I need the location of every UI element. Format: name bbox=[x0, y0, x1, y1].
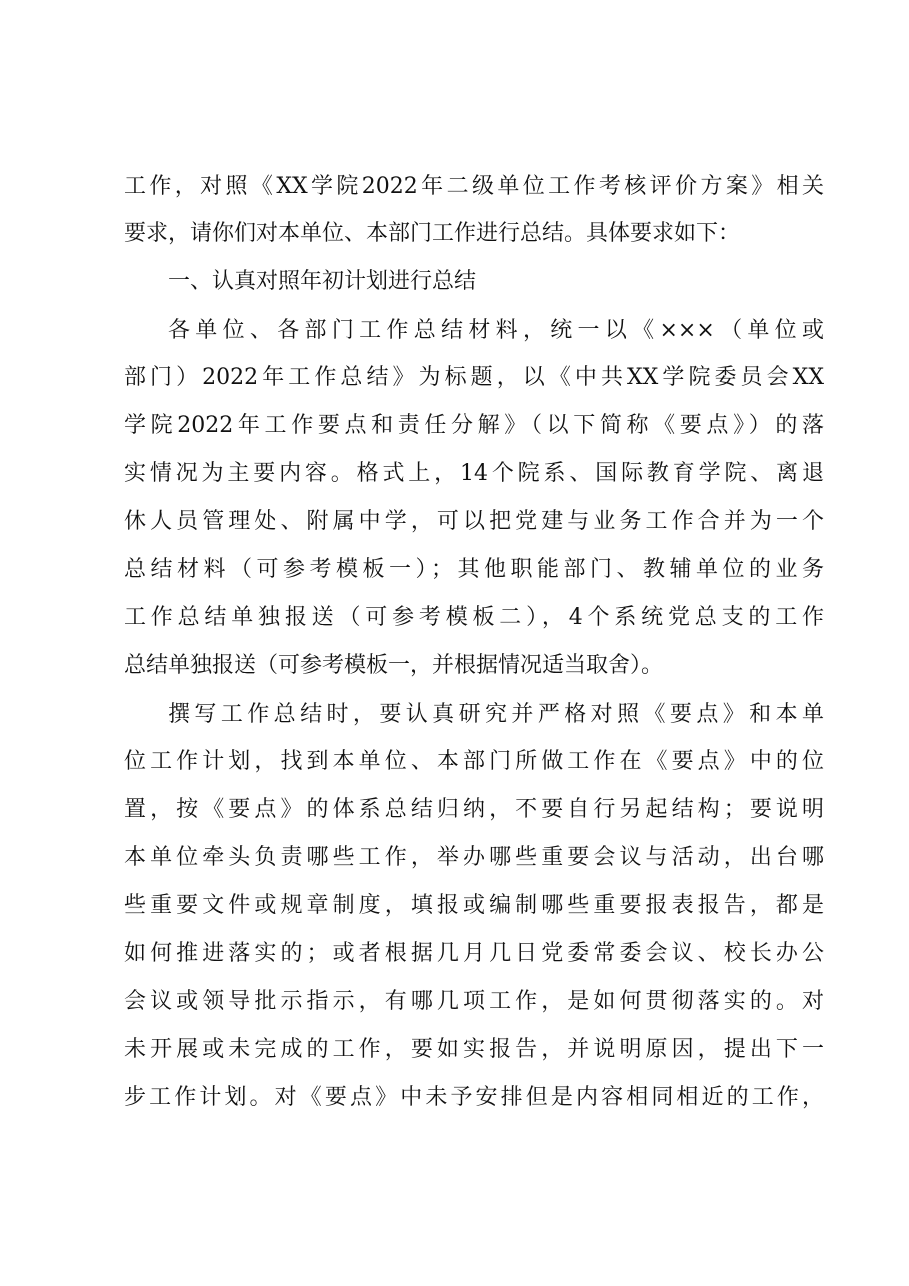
body-text-line: 未开展或未完成的工作，要如实报告，并说明原因，提出下一 bbox=[124, 1037, 824, 1062]
body-text-line: 实情况为主要内容。格式上，14个院系、国际教育学院、离退 bbox=[124, 461, 824, 486]
body-text-line: 各单位、各部门工作总结材料，统一以《×××（单位或 bbox=[168, 318, 824, 343]
body-text-line: 步工作计划。对《要点》中未予安排但是内容相同相近的工作， bbox=[124, 1085, 824, 1110]
body-text-line: 撰写工作总结时，要认真研究并严格对照《要点》和本单 bbox=[168, 702, 824, 727]
body-text-line: 总结单独报送（可参考模板一，并根据情况适当取舍）。 bbox=[124, 653, 664, 678]
body-text-line: 工作总结单独报送（可参考模板二），4个系统党总支的工作 bbox=[124, 605, 824, 630]
body-text-line: 置，按《要点》的体系总结归纳，不要自行另起结构；要说明 bbox=[124, 797, 824, 822]
body-text-line: 些重要文件或规章制度，填报或编制哪些重要报表报告，都是 bbox=[124, 893, 824, 918]
body-text-line: 本单位牵头负责哪些工作，举办哪些重要会议与活动，出台哪 bbox=[124, 845, 824, 870]
body-text-line: 如何推进落实的；或者根据几月几日党委常委会议、校长办公 bbox=[124, 941, 824, 966]
body-text-line: 休人员管理处、附属中学，可以把党建与业务工作合并为一个 bbox=[124, 509, 824, 534]
section-heading: 一、认真对照年初计划进行总结 bbox=[168, 269, 477, 294]
body-text-line: 工作，对照《XX学院2022年二级单位工作考核评价方案》相关 bbox=[124, 174, 824, 199]
body-text-line: 要求，请你们对本单位、本部门工作进行总结。具体要求如下： bbox=[124, 221, 741, 246]
body-text-line: 部门）2022年工作总结》为标题，以《中共XX学院委员会XX bbox=[124, 365, 824, 390]
body-text-line: 会议或领导批示指示，有哪几项工作，是如何贯彻落实的。对 bbox=[124, 989, 824, 1014]
body-text-line: 学院2022年工作要点和责任分解》（以下简称《要点》）的落 bbox=[124, 413, 824, 438]
body-text-line: 总结材料（可参考模板一）；其他职能部门、教辅单位的业务 bbox=[124, 557, 824, 582]
body-text-line: 位工作计划，找到本单位、本部门所做工作在《要点》中的位 bbox=[124, 749, 824, 774]
